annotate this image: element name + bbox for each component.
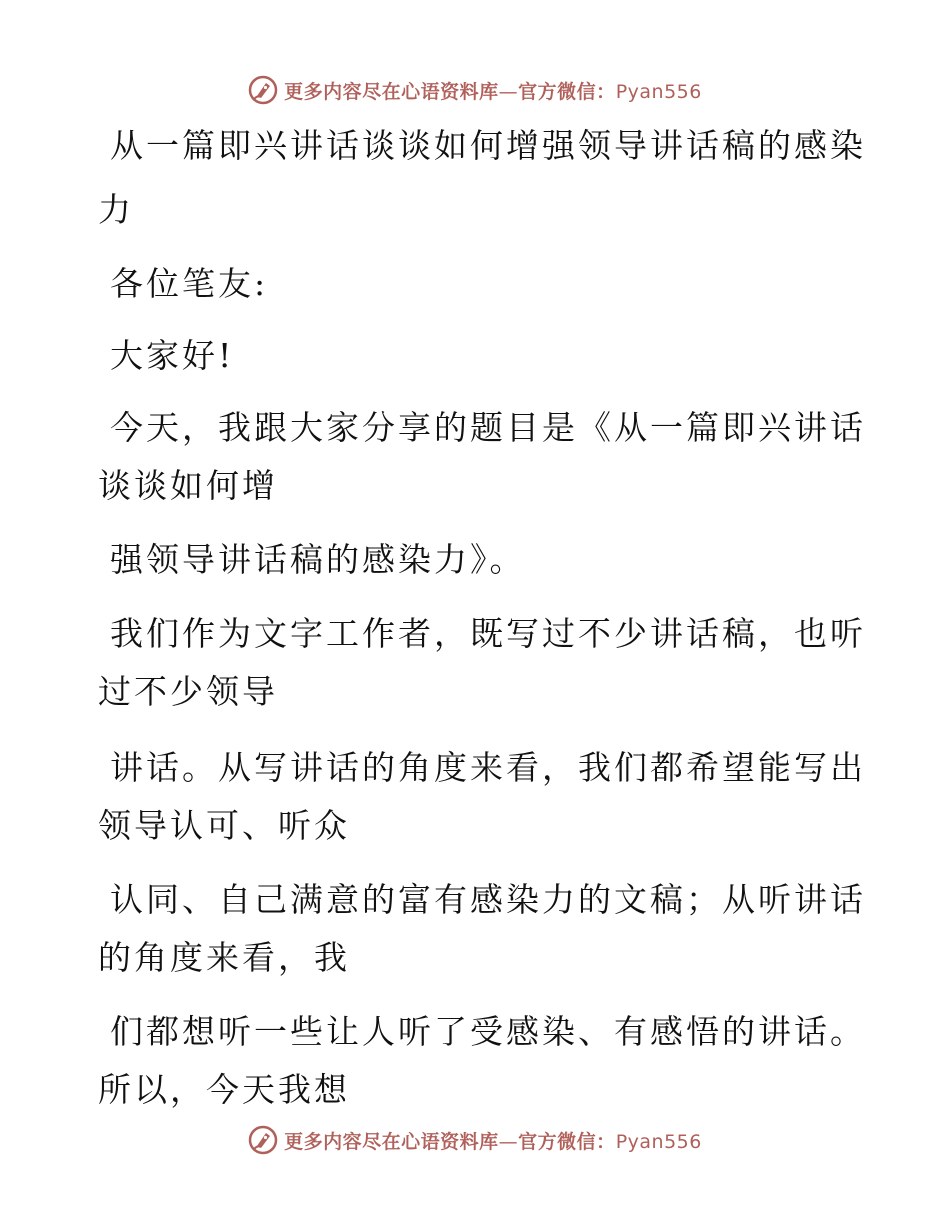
paragraph-line: 过不少领导 [98, 672, 278, 711]
paragraph-line: 们都想听一些让人听了受感染、有感悟的讲话。 [110, 1012, 866, 1051]
salutation: 各位笔友: [110, 264, 269, 303]
greeting: 大家好! [110, 336, 235, 375]
header-watermark [0, 70, 950, 110]
paragraph-line: 我们作为文字工作者，既写过不少讲话稿，也听 [110, 614, 866, 653]
pen-nib-logo-icon [248, 75, 278, 105]
paragraph-line: 认同、自己满意的富有感染力的文稿；从听讲话 [110, 880, 866, 919]
pen-nib-logo-icon [248, 1125, 278, 1155]
paragraph-line: 今天，我跟大家分享的题目是《从一篇即兴讲话 [110, 408, 866, 447]
paragraph-line: 谈谈如何增 [98, 466, 278, 505]
watermark-text: 更多内容尽在心语资料库—官方微信：Pyan556 [284, 1130, 702, 1153]
paragraph-line: 强领导讲话稿的感染力》。 [110, 540, 526, 579]
document-title-continued: 力 [98, 190, 134, 229]
watermark-text: 更多内容尽在心语资料库—官方微信：Pyan556 [284, 80, 702, 103]
paragraph-line: 所以，今天我想 [98, 1070, 350, 1109]
paragraph-line: 的角度来看，我 [98, 938, 350, 977]
document-title: 从一篇即兴讲话谈谈如何增强领导讲话稿的感染 [110, 126, 866, 165]
paragraph-line: 讲话。从写讲话的角度来看，我们都希望能写出 [110, 748, 866, 787]
footer-watermark [0, 1120, 950, 1160]
paragraph-line: 领导认可、听众 [98, 806, 350, 845]
